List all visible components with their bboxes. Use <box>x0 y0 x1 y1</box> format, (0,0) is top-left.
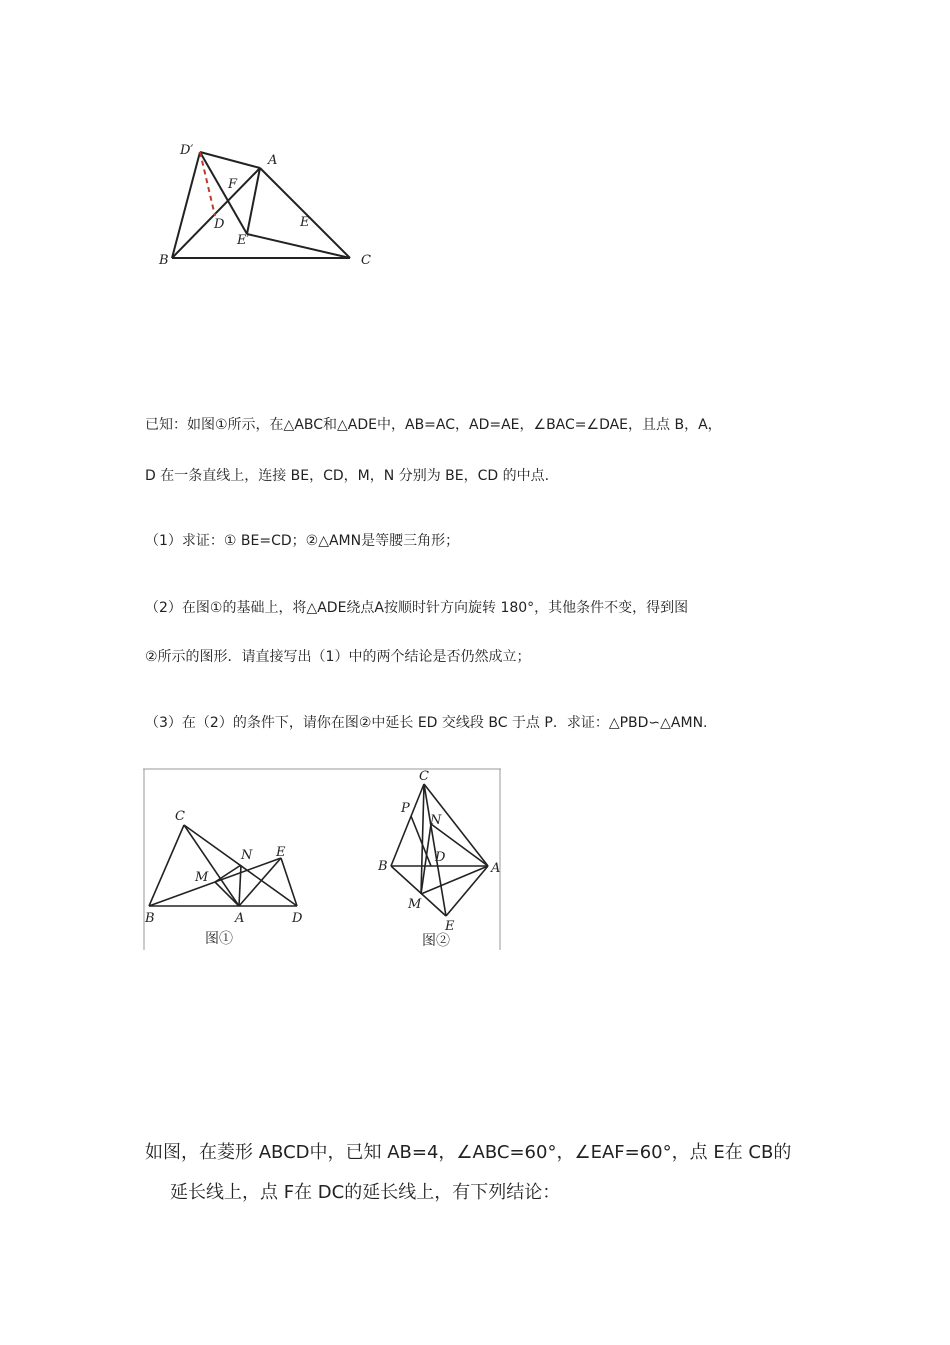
label-F: F <box>228 177 238 192</box>
fig1-label-C: C <box>175 809 185 824</box>
fig2-label-M: M <box>408 897 422 912</box>
fig1-label-B: B <box>145 911 155 926</box>
label-B: B <box>159 253 169 268</box>
fig1-label-E: E <box>276 845 286 860</box>
label-A: A <box>268 153 278 168</box>
fig2-label-P: P <box>401 801 410 816</box>
label-D: D <box>214 217 225 232</box>
fig2-label-N: N <box>430 813 442 828</box>
problem1-line-5: ②所示的图形．请直接写出（1）中的两个结论是否仍然成立； <box>145 649 531 665</box>
label-C: C <box>361 253 371 268</box>
segment-BD-prime <box>172 152 200 258</box>
figure-2-caption: 图② <box>422 933 450 949</box>
fig2-label-C: C <box>419 769 429 784</box>
problem1-line-1: 已知：如图①所示，在△ABC和△ADE中，AB=AC，AD=AE，∠BAC=∠DAE，且点 B，A， <box>145 417 722 433</box>
label-D-prime: D′ <box>180 143 194 158</box>
fig2-label-A: A <box>491 861 501 876</box>
figure-1 <box>149 825 297 906</box>
fig1-label-M: M <box>195 870 209 885</box>
problem1-line-3: （1）求证：① BE=CD；②△AMN是等腰三角形； <box>145 533 460 549</box>
problem2-line-2: 延长线上，点 F在 DC的延长线上，有下列结论： <box>170 1182 561 1203</box>
problem1-line-4: （2）在图①的基础上，将△ADE绕点A按顺时针方向旋转 180°，其他条件不变，得到图 <box>145 600 689 616</box>
fig1-label-N: N <box>241 848 253 863</box>
fig2-label-E: E <box>445 919 455 934</box>
segment-D-prime-A <box>200 152 260 168</box>
fig2-label-D: D <box>435 850 446 865</box>
problem1-line-2: D 在一条直线上，连接 BE，CD，M，N 分别为 BE，CD 的中点. <box>145 468 550 484</box>
segment-AC <box>260 168 350 258</box>
problem1-line-6: （3）在（2）的条件下，请你在图②中延长 ED 交线段 BC 于点 P．求证：△PBD∽△AMN. <box>145 715 708 731</box>
figure-1-caption: 图① <box>205 931 233 947</box>
label-E: E <box>300 215 310 230</box>
fig2-label-B: B <box>378 859 388 874</box>
fig1-label-A: A <box>235 911 245 926</box>
segment-E-prime-C <box>247 234 350 258</box>
problem2-line-1: 如图，在菱形 ABCD中，已知 AB=4，∠ABC=60°，∠EAF=60°，点 E在 CB的 <box>145 1142 792 1163</box>
fig1-label-D: D <box>292 911 303 926</box>
label-E-prime: E′ <box>237 233 250 248</box>
dashed-segment-D-prime-D <box>200 152 215 216</box>
figures-1-and-2 <box>143 768 501 950</box>
top-geometry-figure <box>150 130 390 280</box>
